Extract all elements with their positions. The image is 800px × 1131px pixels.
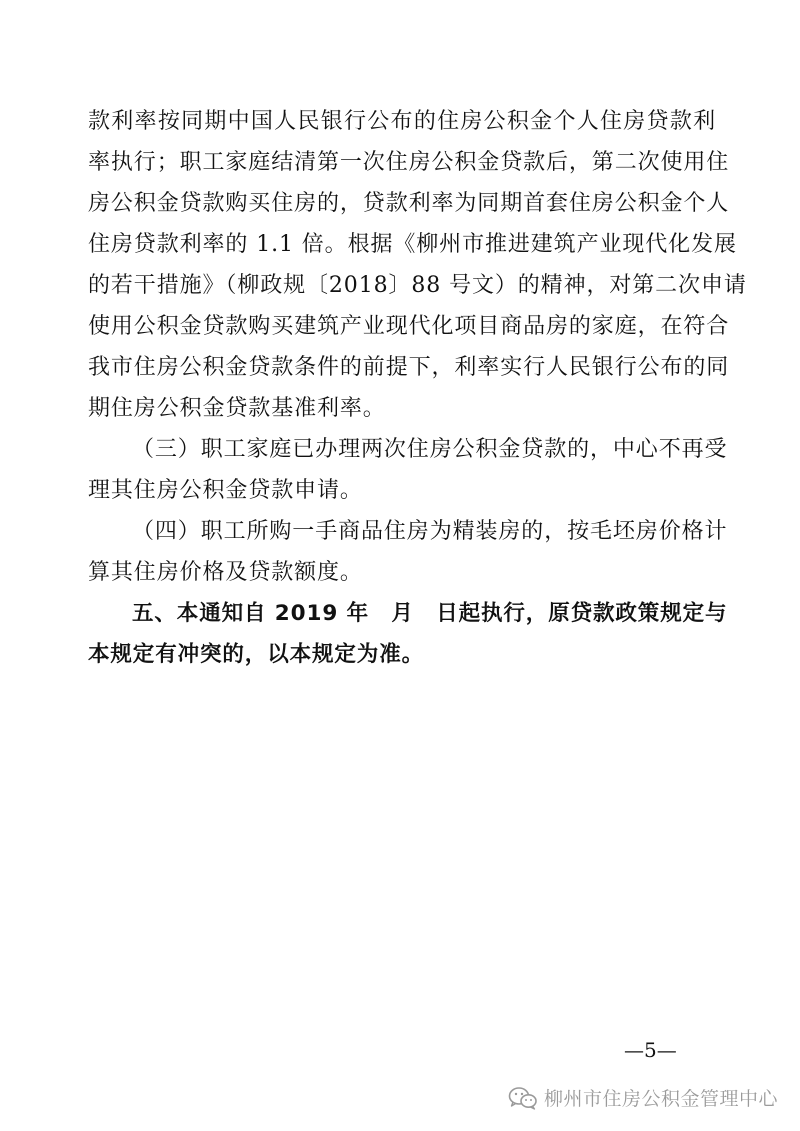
text-line: 期住房公积金贷款基准利率。 <box>88 396 386 421</box>
text-line: 本规定有冲突的，以本规定为准。 <box>88 642 425 667</box>
text-line: 的若干措施》（柳政规〔2018〕88 号文）的精神，对第二次申请 <box>88 273 747 298</box>
text-line: 住房贷款利率的 1.1 倍。根据《柳州市推进建筑产业现代化发展 <box>88 232 737 257</box>
text-line: 率执行；职工家庭结清第一次住房公积金贷款后，第二次使用住 <box>88 150 730 175</box>
paragraph-section-five <box>88 593 728 675</box>
text-line: 房公积金贷款购买住房的，贷款利率为同期首套住房公积金个人 <box>88 191 730 216</box>
paragraph-item-four <box>88 511 728 593</box>
text-line: 使用公积金贷款购买建筑产业现代化项目商品房的家庭，在符合 <box>88 314 730 339</box>
text-line: 算其住房价格及贷款额度。 <box>88 560 363 585</box>
wechat-icon <box>508 1086 538 1110</box>
text-line: 五、本通知自 2019 年 月 日起执行，原贷款政策规定与 <box>132 601 728 626</box>
watermark-text: 柳州市住房公积金管理中心 <box>543 1088 778 1110</box>
page-number: —5— <box>624 1038 677 1062</box>
document-body <box>88 101 747 675</box>
watermark <box>508 1084 778 1111</box>
text-line: 理其住房公积金贷款申请。 <box>88 478 363 503</box>
text-line: （四）职工所购一手商品住房为精装房的，按毛坯房价格计 <box>132 519 728 544</box>
text-line: 我市住房公积金贷款条件的前提下，利率实行人民银行公布的同 <box>88 355 730 380</box>
text-line: （三）职工家庭已办理两次住房公积金贷款的，中心不再受 <box>132 437 728 462</box>
paragraph-item-three <box>88 429 728 511</box>
paragraph-interest-rate <box>88 101 747 429</box>
text-line: 款利率按同期中国人民银行公布的住房公积金个人住房贷款利 <box>88 109 716 134</box>
